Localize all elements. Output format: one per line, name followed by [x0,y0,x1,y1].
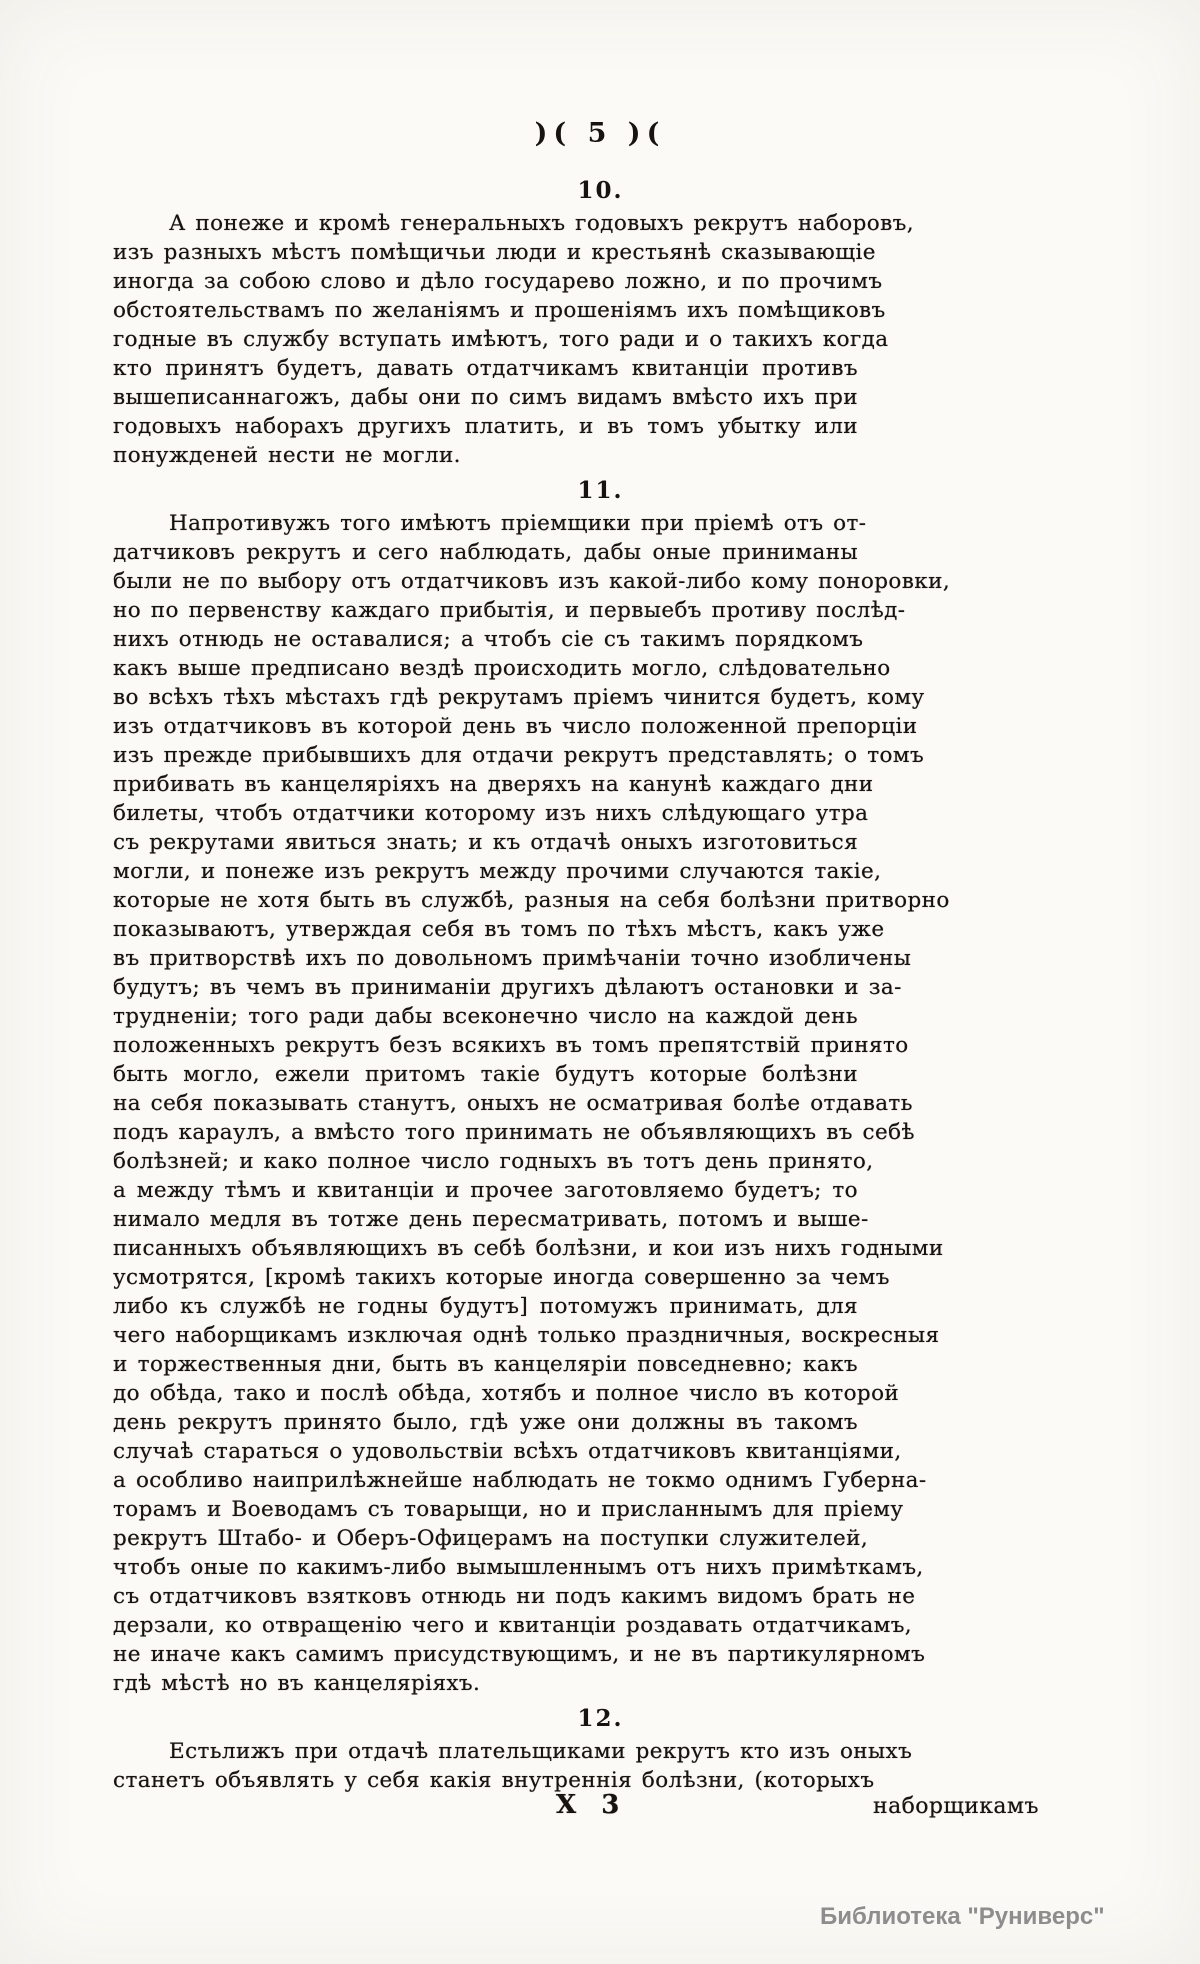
text-line: а особливо наиприлѣжнейше наблюдать не токмо однимъ Губерна- [113,1468,927,1493]
text-line: нихъ отнюдь не оставалися; а чтобъ сіе съ такимъ порядкомъ [113,627,864,652]
text-line: трудненіи; того ради дабы всеконечно число на каждой день [113,1004,858,1029]
text-line: годные въ службу вступать имѣютъ, того ради и о такихъ когда [113,327,889,352]
text-line: билеты, чтобъ отдатчики которому изъ нихъ слѣдующаго утра [113,801,869,826]
text-line: торамъ и Воеводамъ съ товарыщи, но и присланнымъ для пріему [113,1497,904,1522]
text-line: а между тѣмъ и квитанціи и прочее заготовляемо будетъ; то [113,1178,858,1203]
text-line: прибивать въ канцеляріяхъ на дверяхъ на канунѣ каждаго дни [113,772,874,797]
text-line: могли, и понеже изъ рекрутъ между прочими случаются такіе, [113,859,882,884]
text-line: положенныхъ рекрутъ безъ всякихъ въ томъ препятствій принято [113,1033,909,1058]
text-line: на себя показывать станутъ, оныхъ не осматривая болѣе отдавать [113,1091,913,1116]
text-line: во всѣхъ тѣхъ мѣстахъ гдѣ рекрутамъ пріемъ чинится будетъ, кому [113,685,925,710]
text-line: Напротивужъ того имѣютъ пріемщики при пріемѣ отъ от- [169,511,867,536]
text-line: случаѣ стараться о удовольствіи всѣхъ отдатчиковъ квитанціями, [113,1439,902,1464]
text-line: изъ отдатчиковъ въ которой день въ число положенной препорціи [113,714,918,739]
catchword: наборщикамъ [873,1794,1039,1819]
section-number: 12. [577,1705,624,1732]
text-line: гдѣ мѣстѣ но въ канцеляріяхъ. [113,1671,481,1696]
text-line: годовыхъ наборахъ другихъ платить, и въ томъ убытку или [113,414,858,439]
text-line: либо къ службѣ не годны будутъ] потомужъ принимать, для [113,1294,858,1319]
text-line: кто принятъ будетъ, давать отдатчикамъ квитанціи противъ [113,356,858,381]
text-line: болѣзней; и како полное число годныхъ въ тотъ день принято, [113,1149,874,1174]
library-watermark: Библиотека "Руниверс" [820,1903,1105,1930]
text-line: какъ выше предписано вездѣ происходить могло, слѣдовательно [113,656,891,681]
text-line: въ притворствѣ ихъ по довольномъ примѣчаніи точно изобличены [113,946,912,971]
text-line: нимало медля въ тотже день пересматривать, потомъ и выше- [113,1207,869,1232]
text-line: писанныхъ объявляющихъ въ себѣ болѣзни, и кои изъ нихъ годными [113,1236,944,1261]
text-line: иногда за собою слово и дѣло государево ложно, и по прочимъ [113,269,883,294]
text-line: показываютъ, утверждая себя въ томъ по тѣхъ мѣстъ, какъ уже [113,917,885,942]
section-number: 10. [577,177,624,204]
text-line: будутъ; въ чемъ въ приниманіи другихъ дѣлаютъ остановки и за- [113,975,902,1000]
document-section [113,476,951,1698]
text-line: съ отдатчиковъ взятковъ отнюдь ни подъ какимъ видомъ брать не [113,1584,916,1609]
text-line: вышеписаннагожъ, дабы они по симъ видамъ вмѣсто ихъ при [113,385,858,410]
text-line: рекрутъ Штабо- и Оберъ-Офицерамъ на поступки служителей, [113,1526,869,1551]
text-line: обстоятельствамъ по желаніямъ и прошеніямъ ихъ помѣщиковъ [113,298,886,323]
text-line: Естьлижъ при отдачѣ плательщиками рекрутъ кто изъ оныхъ [169,1739,913,1764]
text-line: которые не хотя быть въ службѣ, разныя на себя болѣзни притворно [113,888,950,913]
text-line: понужденей нести не могли. [113,443,461,468]
text-line: день рекрутъ принято было, гдѣ уже они должны въ такомъ [113,1410,858,1435]
text-line: не иначе какъ самимъ присудствующимъ, и не въ партикулярномъ [113,1642,926,1667]
text-line: были не по выбору отъ отдатчиковъ изъ какой-либо кому поноровки, [113,569,951,594]
text-line: но по первенству каждаго прибытія, и первыебъ противу послѣд- [113,598,906,623]
signature-mark: Х 3 [556,1790,628,1820]
document-section [113,176,914,470]
page-number-ornament: )( 5 )( [534,118,666,149]
text-line: съ рекрутами явиться знать; и къ отдачѣ оныхъ изготовиться [113,830,859,855]
text-line: чтобъ оные по какимъ-либо вымышленнымъ отъ нихъ примѣткамъ, [113,1555,924,1580]
text-column [113,176,951,1795]
text-line: быть могло, ежели притомъ такіе будутъ которые болѣзни [113,1062,858,1087]
section-number: 11. [577,477,624,504]
text-line: датчиковъ рекрутъ и сего наблюдать, дабы оные приниманы [113,540,858,565]
text-line: изъ разныхъ мѣстъ помѣщичьи люди и крестьянѣ сказывающіе [113,240,876,265]
text-line: до обѣда, тако и послѣ обѣда, хотябъ и полное число въ которой [113,1381,900,1406]
text-line: подъ караулъ, а вмѣсто того принимать не объявляющихъ въ себѣ [113,1120,915,1145]
text-line: и торжественныя дни, быть въ канцеляріи повседневно; какъ [113,1352,858,1377]
text-line: чего наборщикамъ изключая однѣ только праздничныя, воскресныя [113,1323,940,1348]
text-line: изъ прежде прибывшихъ для отдачи рекрутъ представлять; о томъ [113,743,925,768]
document-section [113,1704,913,1795]
text-line: дерзали, ко отвращенію чего и квитанціи роздавать отдатчикамъ, [113,1613,913,1638]
text-line: усмотрятся, [кромѣ такихъ которые иногда совершенно за чемъ [113,1265,890,1290]
text-line: А понеже и кромѣ генеральныхъ годовыхъ рекрутъ наборовъ, [169,211,914,236]
text-line: станетъ объявлять у себя какія внутреннія болѣзни, (которыхъ [113,1768,875,1793]
